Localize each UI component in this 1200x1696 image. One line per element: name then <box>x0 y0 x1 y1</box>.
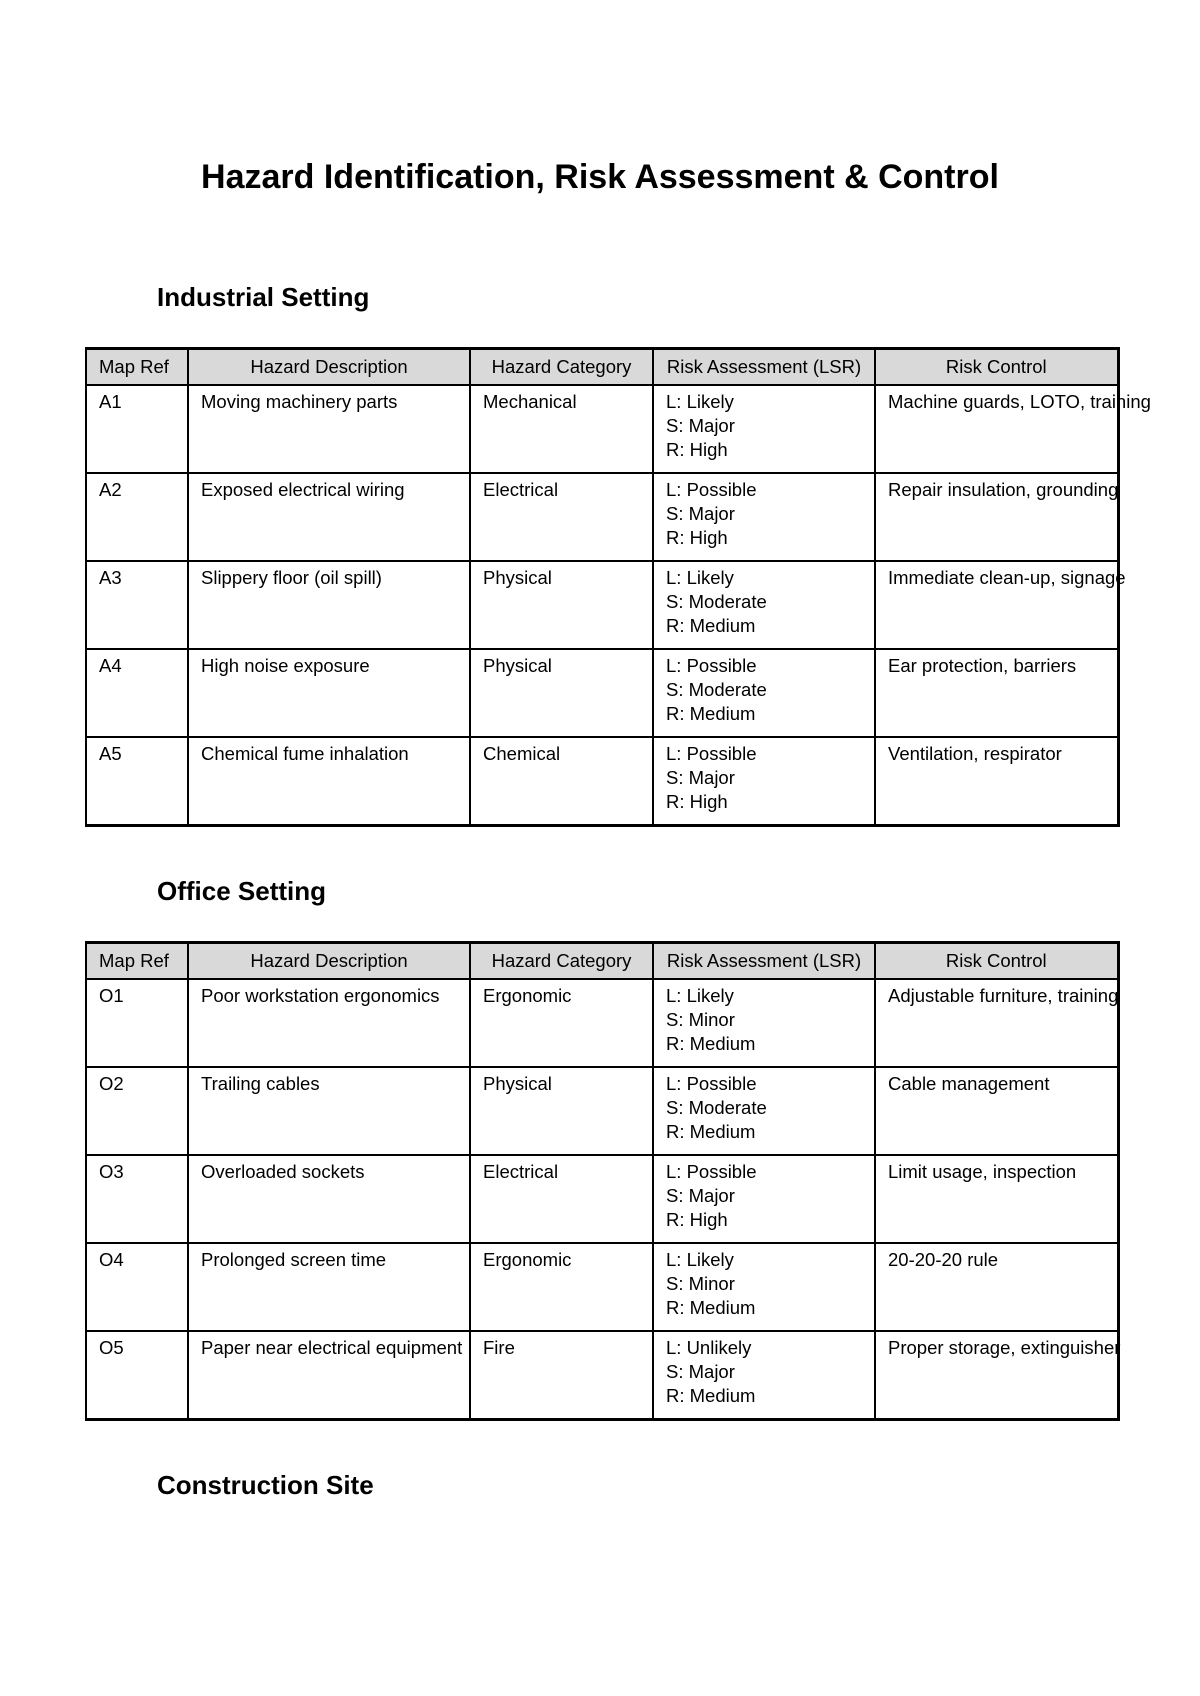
risk-value: R: High <box>666 791 728 812</box>
ref-cell: A1 <box>86 385 188 473</box>
description-cell: Slippery floor (oil spill) <box>188 561 470 649</box>
risk-value: R: Medium <box>666 1121 756 1142</box>
risk-value: R: Medium <box>666 1033 756 1054</box>
table-row <box>86 649 1118 737</box>
column-header-risk: Risk Assessment (LSR) <box>653 943 875 980</box>
header-row <box>86 349 1118 386</box>
risk-assessment-cell <box>653 979 875 1067</box>
likelihood-value: L: Likely <box>666 391 734 412</box>
header-row <box>86 943 1118 980</box>
ref-cell: O1 <box>86 979 188 1067</box>
table-row <box>86 1155 1118 1243</box>
table-row <box>86 473 1118 561</box>
severity-value: S: Minor <box>666 1273 735 1294</box>
risk-assessment-cell <box>653 649 875 737</box>
severity-value: S: Major <box>666 415 735 436</box>
risk-control-cell: Ventilation, respirator <box>875 737 1118 826</box>
table-row <box>86 1331 1118 1420</box>
category-cell: Physical <box>470 1067 653 1155</box>
column-header-category: Hazard Category <box>470 349 653 386</box>
likelihood-value: L: Possible <box>666 655 757 676</box>
risk-value: R: Medium <box>666 703 756 724</box>
severity-value: S: Minor <box>666 1009 735 1030</box>
column-header-description: Hazard Description <box>188 943 470 980</box>
likelihood-value: L: Likely <box>666 567 734 588</box>
risk-assessment-cell <box>653 1243 875 1331</box>
likelihood-value: L: Possible <box>666 1073 757 1094</box>
risk-value: R: High <box>666 1209 728 1230</box>
column-header-control: Risk Control <box>875 943 1118 980</box>
risk-assessment-cell <box>653 1067 875 1155</box>
severity-value: S: Moderate <box>666 591 767 612</box>
description-cell: Overloaded sockets <box>188 1155 470 1243</box>
severity-value: S: Major <box>666 1185 735 1206</box>
column-header-ref: Map Ref <box>86 943 188 980</box>
industrial-hazard-table <box>85 347 1151 827</box>
office-hazard-table <box>85 941 1120 1421</box>
risk-assessment-cell <box>653 385 875 473</box>
risk-value: R: Medium <box>666 1297 756 1318</box>
column-header-ref: Map Ref <box>86 349 188 386</box>
risk-value: R: Medium <box>666 1385 756 1406</box>
ref-cell: A5 <box>86 737 188 826</box>
risk-control-cell: 20-20-20 rule <box>875 1243 1118 1331</box>
description-cell: Paper near electrical equipment <box>188 1331 470 1420</box>
ref-cell: A3 <box>86 561 188 649</box>
ref-cell: O4 <box>86 1243 188 1331</box>
column-header-risk: Risk Assessment (LSR) <box>653 349 875 386</box>
risk-assessment-cell <box>653 561 875 649</box>
description-cell: Prolonged screen time <box>188 1243 470 1331</box>
likelihood-value: L: Likely <box>666 985 734 1006</box>
table-row <box>86 737 1118 826</box>
severity-value: S: Major <box>666 767 735 788</box>
table-row <box>86 385 1118 473</box>
risk-assessment-cell <box>653 737 875 826</box>
risk-control-cell: Ear protection, barriers <box>875 649 1118 737</box>
category-cell: Electrical <box>470 473 653 561</box>
severity-value: S: Major <box>666 503 735 524</box>
description-cell: Trailing cables <box>188 1067 470 1155</box>
column-header-description: Hazard Description <box>188 349 470 386</box>
likelihood-value: L: Unlikely <box>666 1337 752 1358</box>
description-cell: Moving machinery parts <box>188 385 470 473</box>
description-cell: Chemical fume inhalation <box>188 737 470 826</box>
ref-cell: O3 <box>86 1155 188 1243</box>
likelihood-value: L: Likely <box>666 1249 734 1270</box>
section-heading-construction: Construction Site <box>157 1470 374 1500</box>
category-cell: Ergonomic <box>470 1243 653 1331</box>
table-row <box>86 1067 1118 1155</box>
ref-cell: A2 <box>86 473 188 561</box>
ref-cell: O2 <box>86 1067 188 1155</box>
risk-assessment-cell <box>653 1331 875 1420</box>
risk-control-cell: Adjustable furniture, training <box>875 979 1118 1067</box>
severity-value: S: Moderate <box>666 1097 767 1118</box>
likelihood-value: L: Possible <box>666 743 757 764</box>
risk-value: R: Medium <box>666 615 756 636</box>
description-cell: High noise exposure <box>188 649 470 737</box>
table-row <box>86 1243 1118 1331</box>
likelihood-value: L: Possible <box>666 1161 757 1182</box>
category-cell: Chemical <box>470 737 653 826</box>
risk-control-cell: Machine guards, LOTO, training <box>875 385 1118 473</box>
category-cell: Physical <box>470 561 653 649</box>
section-heading-office: Office Setting <box>157 876 327 906</box>
risk-control-cell: Repair insulation, grounding <box>875 473 1118 561</box>
risk-assessment-cell <box>653 1155 875 1243</box>
likelihood-value: L: Possible <box>666 479 757 500</box>
risk-control-cell: Immediate clean-up, signage <box>875 561 1118 649</box>
description-cell: Poor workstation ergonomics <box>188 979 470 1067</box>
severity-value: S: Major <box>666 1361 735 1382</box>
section-heading-industrial: Industrial Setting <box>157 282 370 312</box>
ref-cell: O5 <box>86 1331 188 1420</box>
category-cell: Ergonomic <box>470 979 653 1067</box>
ref-cell: A4 <box>86 649 188 737</box>
column-header-category: Hazard Category <box>470 943 653 980</box>
risk-control-cell: Limit usage, inspection <box>875 1155 1118 1243</box>
severity-value: S: Moderate <box>666 679 767 700</box>
table-row <box>86 979 1118 1067</box>
risk-value: R: High <box>666 527 728 548</box>
risk-control-cell: Proper storage, extinguisher <box>875 1331 1118 1420</box>
column-header-control: Risk Control <box>875 349 1118 386</box>
document-title: Hazard Identification, Risk Assessment & Control <box>201 158 999 196</box>
description-cell: Exposed electrical wiring <box>188 473 470 561</box>
risk-value: R: High <box>666 439 728 460</box>
category-cell: Mechanical <box>470 385 653 473</box>
category-cell: Physical <box>470 649 653 737</box>
category-cell: Fire <box>470 1331 653 1420</box>
risk-control-cell: Cable management <box>875 1067 1118 1155</box>
category-cell: Electrical <box>470 1155 653 1243</box>
table-row <box>86 561 1118 649</box>
risk-assessment-cell <box>653 473 875 561</box>
